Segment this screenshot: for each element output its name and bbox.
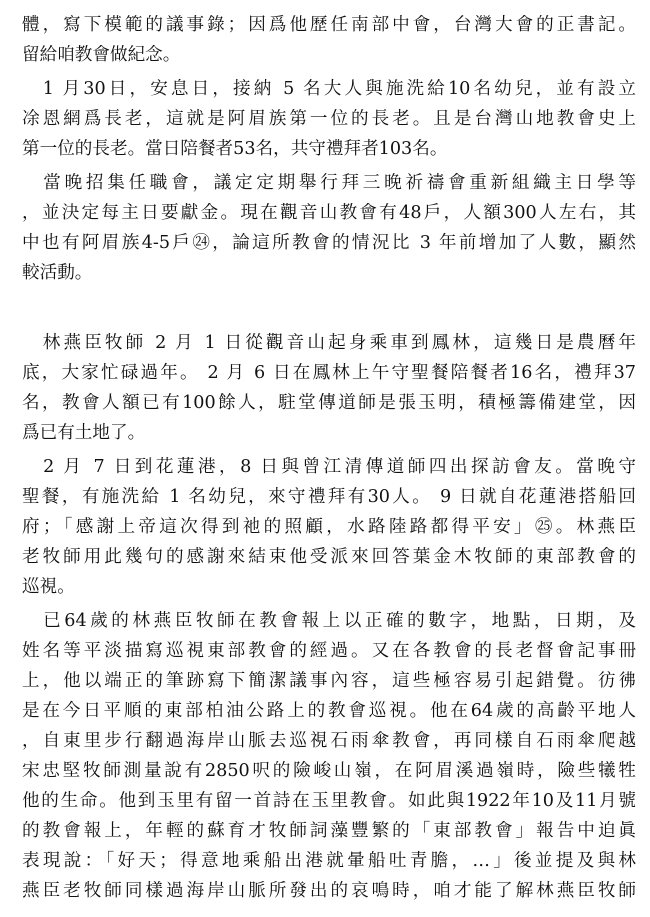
paragraph-age-64: [22, 606, 636, 906]
text-line: 林燕臣牧師 2 月 1 日從觀音山起身乘車到鳳林，這幾日是農曆年: [22, 333, 636, 353]
text-line: 老牧師用此幾句的感謝來結束他受派來回答葉金木牧師的東部教會的: [22, 547, 636, 567]
paragraph-feb-1: [22, 328, 636, 448]
paragraph-feb-7: [22, 452, 636, 602]
text-line: 聖餐，有施洗給 1 名幼兒，來守禮拜有30人。 9 日就自花蓮港搭船回: [22, 487, 636, 507]
text-line: 他的生命。他到玉里有留一首詩在玉里教會。如此與1922年10及11月號: [22, 791, 636, 811]
text-line: 是在今日平順的東部柏油公路上的教會巡視。他在64歲的高齡平地人: [22, 701, 636, 721]
text-line: ，並決定每主日要獻金。現在觀音山教會有48戶，人額300人左右，其: [22, 203, 636, 223]
paragraph-evening-meeting: [22, 168, 636, 288]
text-line: 底，大家忙碌過年。 2 月 6 日在鳳林上午守聖餐陪餐者16名，禮拜37: [22, 363, 636, 383]
text-line: 姓名等平淡描寫巡視東部教會的經過。又在各教會的長老督會記事冊: [22, 641, 636, 661]
text-line: 1 月30日，安息日，接納 5 名大人與施洗給10名幼兒，並有設立: [22, 79, 636, 99]
text-line: 留給咱教會做紀念。: [22, 45, 181, 65]
text-line: 上，他以端正的筆跡寫下簡潔議事內容，這些極容易引起錯覺。彷彿: [22, 671, 636, 691]
text-line: 的教會報上，年輕的蘇育才牧師詞藻豐繁的「東部教會」報告中迫眞: [22, 821, 636, 841]
text-line: 凃恩網爲長老，這就是阿眉族第一位的長老。且是台灣山地教會史上: [22, 109, 636, 129]
text-line: 第一位的長老。當日陪餐者53名，共守禮拜者103名。: [22, 139, 448, 159]
text-line: 燕臣老牧師同樣過海岸山脈所發出的哀鳴時，咱才能了解林燕臣牧師: [22, 881, 636, 901]
text-line: 名，教會人額已有100餘人，駐堂傳道師是張玉明，積極籌備建堂，因: [22, 393, 636, 413]
text-line: 中也有阿眉族4-5戶㉔，論這所教會的情況比 3 年前增加了人數，顯然: [22, 233, 636, 253]
text-line: 巡視。: [22, 577, 75, 597]
text-line: ，自東里步行翻過海岸山脈去巡視石雨傘教會，再同樣自石雨傘爬越: [22, 731, 636, 751]
text-line: 較活動。: [22, 263, 93, 283]
paragraph-jan-30: [22, 74, 636, 164]
text-line: 已64歲的林燕臣牧師在教會報上以正確的數字，地點，日期，及: [22, 611, 636, 631]
text-line: 表現說：「好天；得意地乘船出港就暈船吐青膽，…」後並提及與林: [22, 851, 636, 871]
text-line: 2 月 7 日到花蓮港，8 日與曾江清傳道師四出探訪會友。當晚守: [22, 457, 636, 477]
text-line: 宋忠堅牧師測量說有2850呎的險峻山嶺，在阿眉溪過嶺時，險些犧牲: [22, 761, 636, 781]
text-line: 體，寫下模範的議事錄；因爲他歷任南部中會，台灣大會的正書記。: [22, 15, 636, 35]
text-line: 當晚招集任職會，議定定期舉行拜三晚祈禱會重新組織主日學等: [22, 173, 636, 193]
text-line: 爲已有土地了。: [22, 423, 146, 443]
text-line: 府；「感謝上帝這次得到祂的照顧，水路陸路都得平安」㉕。林燕臣: [22, 517, 636, 537]
paragraph-continued: [22, 10, 636, 70]
